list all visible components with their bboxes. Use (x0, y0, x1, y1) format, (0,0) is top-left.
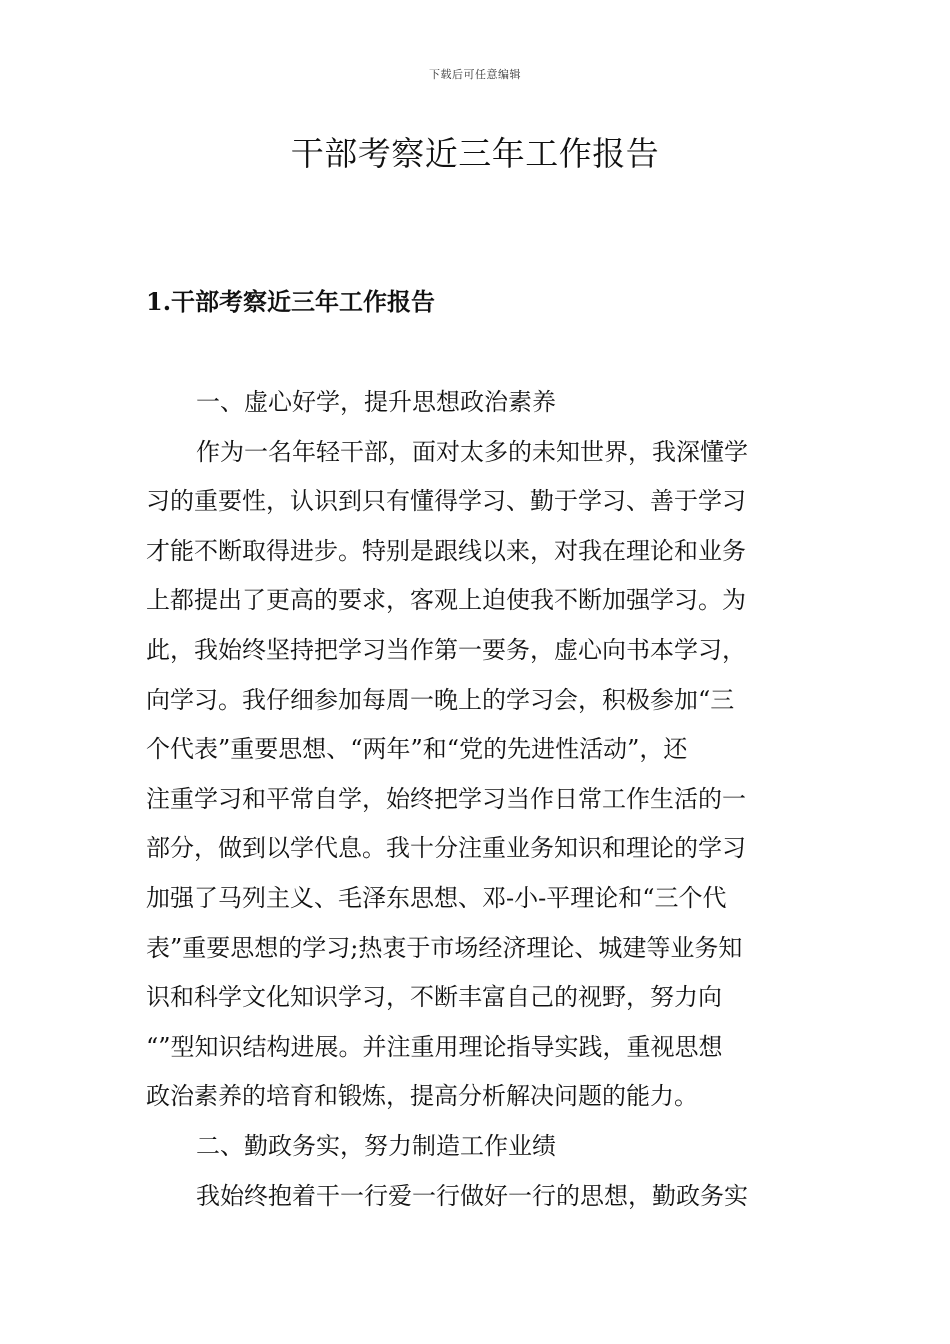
heading-2: 二、勤政务实，努力制造工作业绩 (196, 1131, 556, 1160)
section-title: 1.干部考察近三年工作报告 (146, 287, 436, 316)
paragraph-2: 我始终抱着干一行爱一行做好一行的思想，勤政务实 (196, 1181, 748, 1210)
heading-1: 一、虚心好学，提升思想政治素养 (196, 388, 556, 416)
document-title: 干部考察近三年工作报告 (290, 134, 660, 173)
header-note: 下载后可任意编辑 (429, 68, 521, 81)
document-body (146, 378, 806, 1221)
paragraph-1: 作为一名年轻干部，面对太多的未知世界，我深懂学 习的重要性，认识到只有懂得学习、勤于学习、善于学习 才能不断取得进步。特别是跟线以来，对我在理论和业务 上都提出了更高的要求，客观上迫使我不断加强学习。为 此，我始终坚持把学习当作第一要务，虚心向书本学习， 向学习。我仔细参加每周一晚上的学习会，积极参加“三 个代表”重要思想、“两年”和“党的先进性活动”，还 注重学习和平常自学，始终把学习当作日常工作生活的一 部分，做到以学代息。我十分注重业务知识和理论的学习 加强了马列主义、毛泽东思想、邓-小-平理论和“三个代 表”重要思想的学习;热衷于市场经济理论、城建等业务知 识和科学文化知识学习，不断丰富自己的视野，努力向 “”型知识结构进展。并注重用理论指导实践，重视思想 政治素养的培育和锻炼，提高分析解决问题的能力。 (146, 437, 748, 1111)
